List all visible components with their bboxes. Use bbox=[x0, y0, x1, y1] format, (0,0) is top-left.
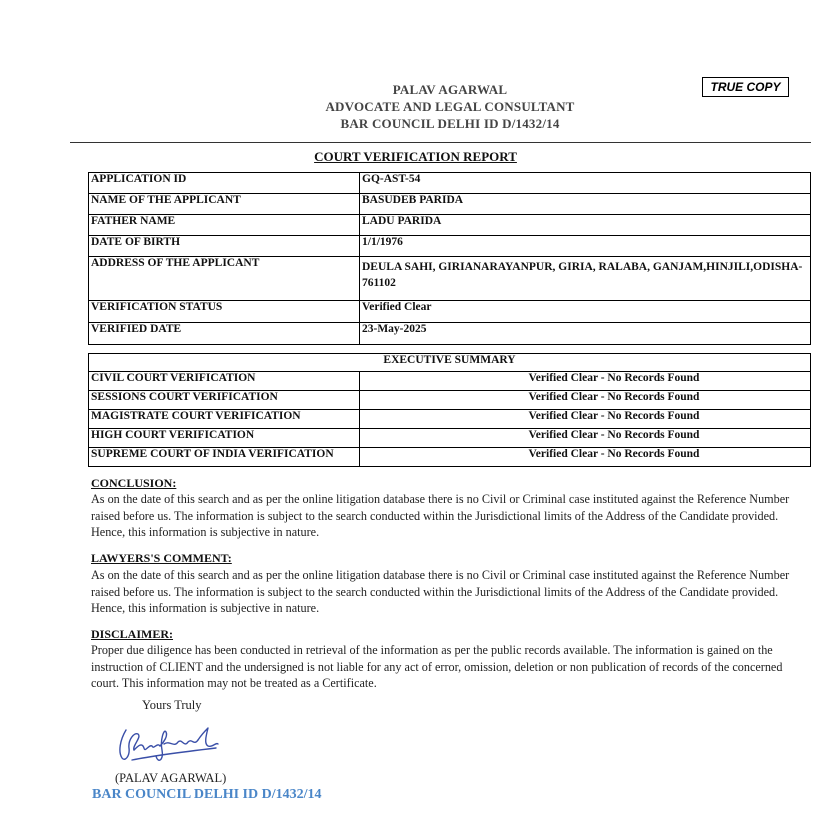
table-row bbox=[89, 354, 811, 372]
detail-label: ADDRESS OF THE APPLICANT bbox=[89, 257, 360, 301]
applicant-details-table bbox=[88, 172, 811, 345]
summary-heading: EXECUTIVE SUMMARY bbox=[89, 354, 811, 372]
summary-result: Verified Clear - No Records Found bbox=[360, 410, 811, 429]
detail-value: 1/1/1976 bbox=[360, 236, 811, 257]
detail-label: NAME OF THE APPLICANT bbox=[89, 194, 360, 215]
true-copy-stamp: TRUE COPY bbox=[702, 77, 789, 97]
detail-value: LADU PARIDA bbox=[360, 215, 811, 236]
executive-summary-table bbox=[88, 353, 811, 467]
summary-label: HIGH COURT VERIFICATION bbox=[89, 429, 360, 448]
signatory-name: (PALAV AGARWAL) bbox=[115, 771, 227, 785]
detail-label: DATE OF BIRTH bbox=[89, 236, 360, 257]
signature-image bbox=[112, 720, 222, 771]
table-row bbox=[89, 301, 811, 323]
table-row bbox=[89, 215, 811, 236]
lawyers-comment-text: As on the date of this search and as per the online litigation database there is no Civil or Criminal case instituted against the Reference Number raised before us. The information is subject to the search conducted within the Jurisdictional limits of the Address of the Candidate provided. Hence, this information is subjective in nature. bbox=[91, 568, 790, 615]
table-row bbox=[89, 391, 811, 410]
table-row bbox=[89, 236, 811, 257]
detail-value: BASUDEB PARIDA bbox=[360, 194, 811, 215]
conclusion-heading: CONCLUSION: bbox=[91, 476, 177, 490]
table-row bbox=[89, 194, 811, 215]
summary-label: SESSIONS COURT VERIFICATION bbox=[89, 391, 360, 410]
report-title: COURT VERIFICATION REPORT bbox=[314, 149, 517, 164]
summary-label: MAGISTRATE COURT VERIFICATION bbox=[89, 410, 360, 429]
advocate-title: ADVOCATE AND LEGAL CONSULTANT bbox=[325, 99, 575, 114]
summary-label: SUPREME COURT OF INDIA VERIFICATION bbox=[89, 448, 360, 467]
detail-value: 23-May-2025 bbox=[360, 323, 811, 345]
disclaimer-heading: DISCLAIMER: bbox=[91, 627, 174, 641]
table-row bbox=[89, 323, 811, 345]
detail-value: Verified Clear bbox=[360, 301, 811, 323]
disclaimer-text: Proper due diligence has been conducted in retrieval of the information as per the public records available. The information is gained on the instruction of CLIENT and the undersigned is not liable for any act of error, omission, deletion or non publication of records of the concerned court. This information may not be treated as a Certificate. bbox=[91, 643, 783, 690]
footer-bar-council-id: BAR COUNCIL DELHI ID D/1432/14 bbox=[92, 787, 322, 802]
closing-salutation: Yours Truly bbox=[142, 698, 202, 712]
detail-value: DEULA SAHI, GIRIANARAYANPUR, GIRIA, RALABA, GANJAM,HINJILI,ODISHA-761102 bbox=[360, 257, 811, 301]
summary-result: Verified Clear - No Records Found bbox=[360, 448, 811, 467]
table-row bbox=[89, 173, 811, 194]
table-row bbox=[89, 410, 811, 429]
advocate-name: PALAV AGARWAL bbox=[392, 82, 508, 97]
table-row bbox=[89, 448, 811, 467]
detail-value: GQ-AST-54 bbox=[360, 173, 811, 194]
lawyers-comment-heading: LAWYERS'S COMMENT: bbox=[91, 551, 232, 565]
detail-label: VERIFIED DATE bbox=[89, 323, 360, 345]
table-row bbox=[89, 372, 811, 391]
detail-label: VERIFICATION STATUS bbox=[89, 301, 360, 323]
table-row bbox=[89, 429, 811, 448]
table-row bbox=[89, 257, 811, 301]
summary-result: Verified Clear - No Records Found bbox=[360, 391, 811, 410]
summary-label: CIVIL COURT VERIFICATION bbox=[89, 372, 360, 391]
detail-label: APPLICATION ID bbox=[89, 173, 360, 194]
bar-council-id: BAR COUNCIL DELHI ID D/1432/14 bbox=[340, 116, 560, 131]
header-divider bbox=[70, 142, 811, 143]
conclusion-text: As on the date of this search and as per the online litigation database there is no Civil or Criminal case instituted against the Reference Number raised before us. The information is subject to the search conducted within the Jurisdictional limits of the Address of the Candidate provided. Hence, this information is subjective in nature. bbox=[91, 492, 790, 539]
summary-result: Verified Clear - No Records Found bbox=[360, 429, 811, 448]
summary-result: Verified Clear - No Records Found bbox=[360, 372, 811, 391]
detail-label: FATHER NAME bbox=[89, 215, 360, 236]
